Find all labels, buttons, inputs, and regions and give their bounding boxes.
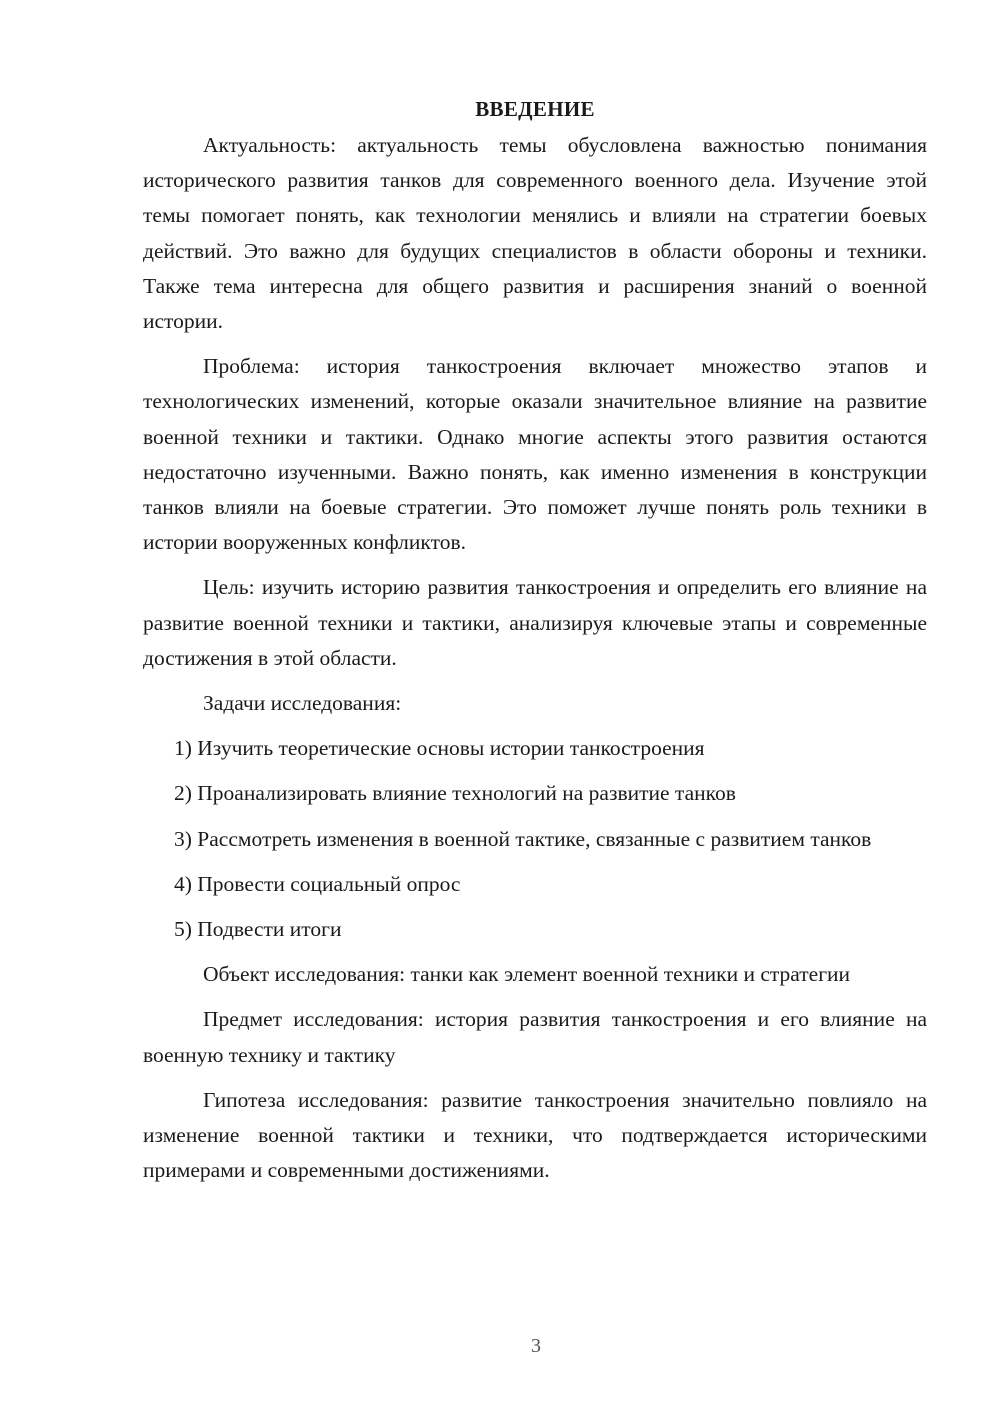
list-item: 2) Проанализировать влияние технологий на развитие танков [174, 781, 736, 806]
object-paragraph: Объект исследования: танки как элемент военной техники и стратегии [203, 962, 851, 987]
tasks-list [143, 731, 927, 947]
problem-paragraph: Проблема: история танкостроения включает множество этапов и технологических изменений, которые оказали значительное влияние на развитие военной техники и тактики. Однако многие аспекты этого развития остаются недостаточно изученными. Важно понять, как именно изменения в конструкции танков влияли на боевые стратегии. Это поможет лучше понять роль техники в истории вооруженных конфликтов. [143, 354, 927, 555]
relevance-paragraph: Актуальность: актуальность темы обусловлена важностью понимания исторического развития танков для современного военного дела. Изучение этой темы помогает понять, как технологии менялись и влияли на стратегии боевых действий. Это важно для будущих специалистов в области обороны и техники. Также тема интересна для общего развития и расширения знаний о военной истории. [143, 133, 927, 334]
list-item: 5) Подвести итоги [174, 917, 342, 942]
hypothesis-paragraph: Гипотеза исследования: развитие танкостроения значительно повлияло на изменение военной тактики и техники, что подтверждается историческими примерами и современными достижениями. [143, 1087, 927, 1183]
list-item: 1) Изучить теоретические основы истории танкостроения [174, 736, 705, 761]
section-heading: ВВЕДЕНИЕ [475, 97, 595, 121]
page-number: 3 [531, 1335, 541, 1357]
tasks-heading: Задачи исследования: [203, 691, 402, 716]
list-item: 4) Провести социальный опрос [174, 871, 461, 896]
subject-paragraph: Предмет исследования: история развития танкостроения и его влияние на военную технику и тактику [143, 1007, 927, 1067]
document-page [143, 94, 927, 1198]
goal-paragraph: Цель: изучить историю развития танкостроения и определить его влияние на развитие военной техники и тактики, анализируя ключевые этапы и современные достижения в этой области. [143, 575, 927, 670]
list-item: 3) Рассмотреть изменения в военной тактике, связанные с развитием танков [174, 826, 872, 851]
